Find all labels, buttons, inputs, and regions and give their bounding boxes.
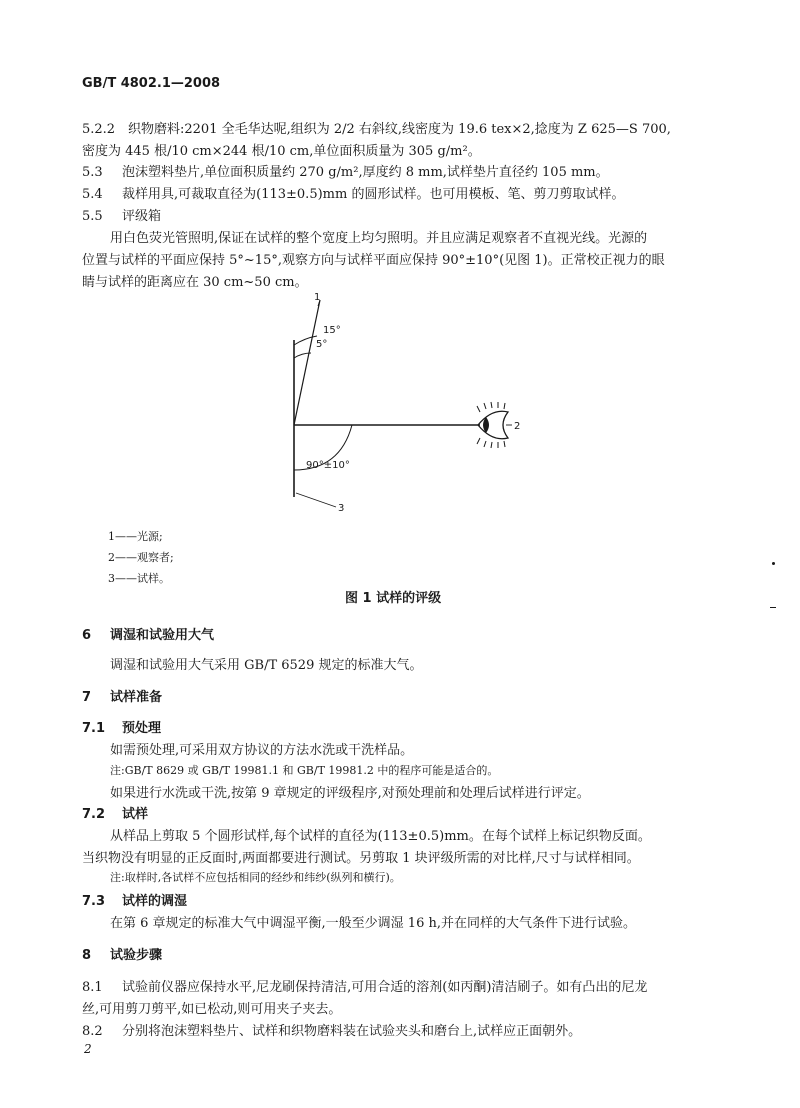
page-number: 2 — [84, 1042, 92, 1056]
section-number: 7 — [82, 690, 92, 705]
section-title: 试样 — [122, 807, 149, 822]
paragraph-line: 如需预处理,可采用双方协议的方法水洗或干洗样品。 — [110, 743, 414, 758]
paragraph-line: 丝,可用剪刀剪平,如已松动,则可用夹子夹去。 — [82, 1002, 342, 1017]
section-7-3 — [82, 890, 187, 909]
section-number: 8.2 — [82, 1024, 103, 1039]
section-number: 5.2.2 — [82, 122, 116, 137]
paragraph-line: 织物磨料:2201 全毛华达呢,组织为 2/2 右斜纹,线密度为 19.6 tex×2,捻度为 Z 625—S 700, — [128, 122, 671, 137]
figure-label-3: 3 — [338, 503, 345, 514]
figure-label-2: 2 — [514, 421, 521, 432]
eye-icon — [477, 402, 508, 448]
paragraph-line: 睛与试样的距离应在 30 cm~50 cm。 — [82, 275, 308, 290]
section-title: 试样的调湿 — [122, 894, 188, 909]
angle-label-15: 15° — [323, 325, 341, 336]
section-title: 预处理 — [122, 721, 162, 736]
note-line: 注:GB/T 8629 或 GB/T 19981.1 和 GB/T 19981.2 中的程序可能是适合的。 — [110, 764, 499, 777]
margin-dot — [772, 562, 775, 565]
section-6 — [82, 624, 214, 643]
paragraph-line: 位置与试样的平面应保持 5°~15°,观察方向与试样平面应保持 90°±10°(见图 1)。正常校正视力的眼 — [82, 253, 665, 268]
paragraph-line: 分别将泡沫塑料垫片、试样和织物磨料装在试验夹头和磨台上,试样应正面朝外。 — [122, 1024, 582, 1039]
section-title: 试验步骤 — [110, 948, 163, 963]
legend-item: 1——光源; — [108, 530, 163, 543]
section-title: 评级箱 — [122, 209, 162, 224]
paragraph-line: 密度为 445 根/10 cm×244 根/10 cm,单位面积质量为 305 g/m²。 — [82, 144, 481, 159]
paragraph-line: 调湿和试验用大气采用 GB/T 6529 规定的标准大气。 — [110, 658, 423, 673]
section-7 — [82, 686, 162, 705]
legend-item: 2——观察者; — [108, 551, 174, 564]
standard-number: GB/T 4802.1—2008 — [82, 76, 221, 91]
section-8 — [82, 944, 162, 963]
paragraph-line: 用白色荧光管照明,保证在试样的整个宽度上均匀照明。并且应满足观察者不直视光线。光源的 — [110, 231, 648, 246]
paragraph-line: 试验前仪器应保持水平,尼龙刷保持清洁,可用合适的溶剂(如丙酮)清洁刷子。如有凸出的尼龙 — [122, 980, 648, 995]
section-number: 7.3 — [82, 894, 106, 909]
legend-item: 3——试样。 — [108, 572, 170, 585]
section-number: 5.4 — [82, 187, 103, 202]
section-number: 5.5 — [82, 209, 103, 224]
light-ray-line — [294, 300, 320, 425]
section-title: 调湿和试验用大气 — [110, 628, 215, 643]
figure-caption: 图 1 试样的评级 — [345, 591, 442, 606]
paragraph-line: 当织物没有明显的正反面时,两面都要进行测试。另剪取 1 块评级所需的对比样,尺寸与试样相同。 — [82, 851, 640, 866]
note-line: 注:取样时,各试样不应包括相同的经纱和纬纱(纵列和横行)。 — [110, 871, 401, 884]
margin-dash — [770, 607, 776, 608]
section-number: 7.2 — [82, 807, 106, 822]
angle-label-5: 5° — [316, 339, 328, 350]
section-7-1 — [82, 717, 161, 736]
section-number: 7.1 — [82, 721, 106, 736]
section-8-1 — [82, 976, 647, 995]
section-number: 5.3 — [82, 165, 103, 180]
angle-label-90: 90°±10° — [306, 460, 350, 471]
paragraph-line: 在第 6 章规定的标准大气中调湿平衡,一般至少调湿 16 h,并在同样的大气条件下进行试验。 — [110, 916, 636, 931]
paragraph-line: 泡沫塑料垫片,单位面积质量约 270 g/m²,厚度约 8 mm,试样垫片直径约 105 mm。 — [122, 165, 609, 180]
figure-label-1: 1 — [314, 292, 321, 303]
angle-arc-15 — [294, 336, 317, 345]
paragraph-line: 裁样用具,可裁取直径为(113±0.5)mm 的圆形试样。也可用模板、笔、剪刀剪取试样。 — [122, 187, 625, 202]
section-number: 6 — [82, 628, 92, 643]
section-number: 8 — [82, 948, 92, 963]
section-7-2 — [82, 803, 148, 822]
paragraph-line: 从样品上剪取 5 个圆形试样,每个试样的直径为(113±0.5)mm。在每个试样上标记织物反面。 — [110, 829, 651, 844]
section-number: 8.1 — [82, 980, 103, 995]
section-title: 试样准备 — [110, 690, 163, 705]
leader-line-3 — [296, 493, 336, 507]
paragraph-line: 如果进行水洗或干洗,按第 9 章规定的评级程序,对预处理前和处理后试样进行评定。 — [110, 786, 590, 801]
section-8-2 — [82, 1020, 581, 1039]
